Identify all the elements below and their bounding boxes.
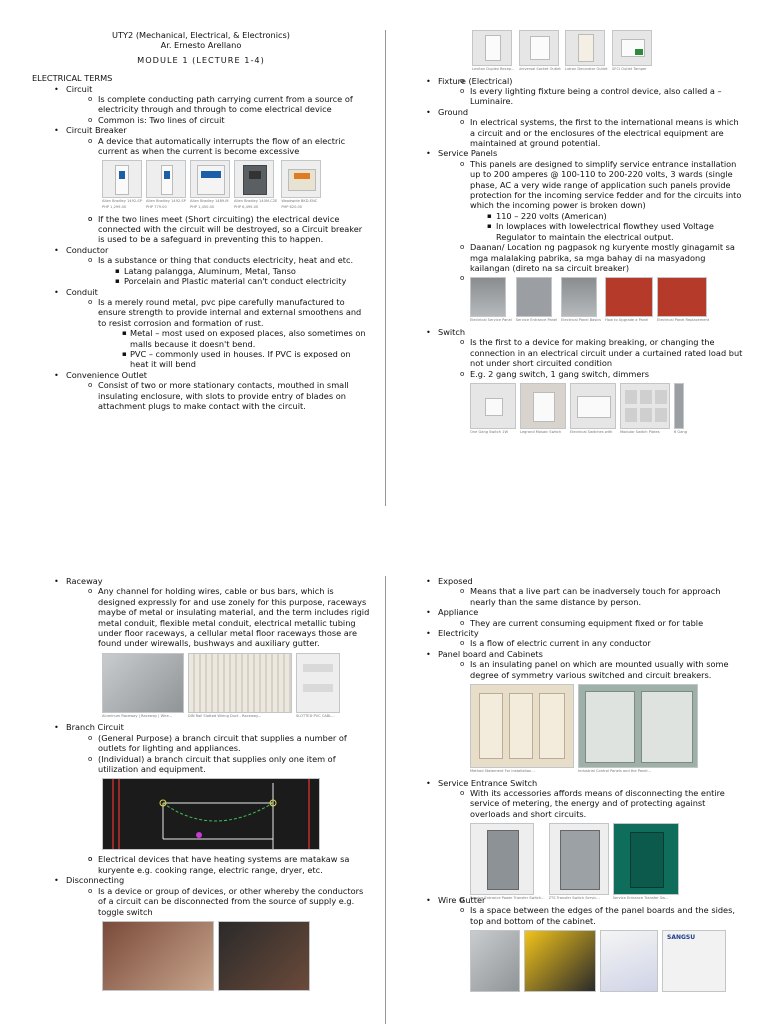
switch-photo [570, 383, 616, 429]
entrance-image-row [470, 823, 744, 901]
entrance-photo [613, 823, 679, 895]
image-thumb: How to Upgrade a Panel [605, 277, 653, 323]
image-thumb: GFCI Outlet Tamper [612, 30, 652, 72]
breaker-photo [234, 160, 274, 198]
definition: o Consist of two or more stationary contacts, mouthed in small insulating enclosure, with slots to provide entry of blades on attachment plugs to make contact with the circuit. [32, 380, 370, 411]
panelboard-photo [578, 684, 698, 768]
definition: o Common is: Two lines of circuit [32, 115, 370, 125]
image-thumb: Leviton Duplex Recep... [472, 30, 515, 72]
section-title: ELECTRICAL TERMS [32, 73, 113, 84]
term-circuit: • Circuit [32, 84, 370, 94]
terms-list [32, 854, 370, 916]
image-thumb: Universal Socket Outlet [519, 30, 561, 72]
outlet-photo [612, 30, 652, 66]
page-top-left [32, 30, 370, 506]
term-fixture: • Fixture (Electrical) [404, 76, 744, 86]
breaker-photo [146, 160, 186, 198]
term-switch: • Switch [404, 327, 744, 337]
gutter-photo [600, 930, 658, 992]
raceway-photo [296, 653, 340, 713]
terms-list [404, 895, 744, 926]
term-panel-board: • Panel board and Cabinets [404, 649, 744, 659]
gutter-image-row [470, 930, 744, 992]
terms-list [32, 576, 370, 649]
image-thumb: ZTS Transfer Switch Servic... [549, 823, 609, 901]
breaker-image-row [102, 160, 370, 209]
image-thumb: Legrand Mosaic Switch [520, 383, 566, 435]
term-exposed: • Exposed [404, 576, 744, 586]
terms-list [404, 76, 744, 274]
image-thumb: Electrical Panel Replacement [657, 277, 709, 323]
breaker-photo [281, 160, 321, 198]
term-wire-gutter: • Wire Gutter [404, 895, 744, 905]
definition: o Is complete conducting path carrying current from a source of electricity through and through to come electrical device [32, 94, 370, 115]
image-thumb: Service Entrance Panel [516, 277, 557, 323]
image-thumb: Modular Switch Plates [620, 383, 670, 435]
image-thumb: DIN Rail Slotted Wiring Duct - Raceway... [188, 653, 292, 719]
image-thumb: Allen Bradley 1492-SP PHP 779.00 [146, 160, 186, 209]
term-disconnecting: • Disconnecting [32, 875, 370, 885]
definition: o This panels are designed to simplify service entrance installation up to 200 amperes @ 100-110 to 200-220 volts, 3 wards (single phase, AC a very wide range of application such panels provide protection for the incoming service fedder and for the circuits into which the incoming power is broken down) [404, 159, 744, 211]
definition: o If the two lines meet (Short circuiting) the electrical device connected with the circuit will be destroyed, so a Circuit breaker is used to be a safeguard in preventing this to happen. [32, 214, 370, 245]
disconnecting-photo [218, 921, 310, 991]
page-top-right [404, 30, 744, 506]
panel-photo [657, 277, 707, 317]
definition: o Electrical devices that have heating systems are matakaw sa kuryente e.g. cooking range, electric range, dryer, etc. [32, 854, 370, 875]
definition: o Is an insulating panel on which are mounted usually with some degree of symmetry various switched and circuit breakers. [404, 659, 744, 680]
switch-photo [470, 383, 516, 429]
branch-circuit-diagram [102, 778, 320, 850]
raceway-photo [188, 653, 292, 713]
terms-list [404, 327, 744, 379]
terms-list [32, 84, 370, 157]
image-thumb: Electrical Switches with [570, 383, 616, 435]
definition: o Is a flow of electric current in any conductor [404, 638, 744, 648]
outlet-photo [472, 30, 512, 66]
term-service-entrance-switch: • Service Entrance Switch [404, 778, 744, 788]
term-circuit-breaker: • Circuit Breaker [32, 125, 370, 135]
term-raceway: • Raceway [32, 576, 370, 586]
outlet-photo [519, 30, 559, 66]
term-conduit: • Conduit [32, 287, 370, 297]
course-title: UTY2 (Mechanical, Electrical, & Electronics) [112, 30, 290, 40]
term-branch-circuit: • Branch Circuit [32, 722, 370, 732]
entrance-photo [470, 823, 534, 895]
definition: o In electrical systems, the first to the international means is which a circuit and or the enclosures of the electrical equipment are maintained at ground potential. [404, 117, 744, 148]
terms-list [404, 576, 744, 680]
branch-image-row [102, 778, 370, 850]
column-divider [385, 30, 386, 506]
sub-point: ▪ Metal – most used on exposed places, also sometimes on malls because it doesn't bend. [32, 328, 370, 349]
image-thumb: Woodwide BKD-ENC PHP 620.00 [281, 160, 321, 209]
switch-photo [674, 383, 684, 429]
definition: o (General Purpose) a branch circuit that supplies a number of outlets for lighting and appliances. [32, 733, 370, 754]
page-bottom-left [32, 576, 370, 1024]
gutter-photo [470, 930, 520, 992]
switch-image-row [470, 383, 744, 435]
definition: o Is the first to a device for making breaking, or changing the connection in an electrical circuit under a curtained rated load but not under short circuited condition [404, 337, 744, 368]
image-thumb: Lutron Decorator Outlet [565, 30, 608, 72]
definition: o (Individual) a branch circuit that supplies only one item of utilization and equipment. [32, 754, 370, 775]
sub-point: ▪ Porcelain and Plastic material can't conduct electricity [32, 276, 370, 286]
image-thumb: Allen Bradley 1492-SP PHP 1,299.00 [102, 160, 142, 209]
term-appliance: • Appliance [404, 607, 744, 617]
document-header [32, 30, 370, 65]
disconnecting-image-row [102, 921, 370, 991]
outlet-image-row [472, 30, 744, 72]
definition: o E.g. 2 gang switch, 1 gang switch, dimmers [404, 369, 744, 379]
definition: o Is a device or group of devices, or other whereby the conductors of a circuit can be disconnected from the source of supply e.g. toggle switch [32, 886, 370, 917]
image-thumb: Electrical Service Panel [470, 277, 512, 323]
definition: o With its accessories affords means of disconnecting the entire service of metering, the energy and of protecting against overloads and short circuits. [404, 788, 744, 819]
terms-list [32, 214, 370, 412]
definition: o They are current consuming equipment fixed or for table [404, 618, 744, 628]
module-title: MODULE 1 (LECTURE 1-4) [137, 54, 265, 65]
switch-photo [620, 383, 670, 429]
entrance-photo [549, 823, 609, 895]
raceway-image-row [102, 653, 370, 719]
image-thumb: Aluminum Raceway | Raceway | Wire... [102, 653, 184, 719]
brand-logo: SANGSU [667, 934, 696, 942]
switch-photo [520, 383, 566, 429]
circuit-drawing [103, 779, 320, 850]
outlet-photo [565, 30, 605, 66]
sub-point: ▪ PVC – commonly used in houses. If PVC is exposed on heat it will bend [32, 349, 370, 370]
panelboard-image-row [470, 684, 744, 774]
author-name: Ar. Ernesto Arellano [160, 40, 242, 51]
image-thumb: Method Statement For Installation... [470, 684, 574, 774]
image-thumb: Electrical Panel Basics [561, 277, 601, 323]
definition: o Means that a live part can be inadversely touch for approach nearly than the same distance by person. [404, 586, 744, 607]
column-divider [385, 576, 386, 1024]
image-thumb: Service Entrance Transfer Sw... [613, 823, 679, 901]
image-thumb: One Gang Switch 1W [470, 383, 516, 435]
gutter-photo [524, 930, 596, 992]
panel-photo [605, 277, 653, 317]
term-ground: • Ground [404, 107, 744, 117]
terms-list [32, 722, 370, 774]
image-thumb: 6 Gang [674, 383, 687, 435]
panelboard-photo [470, 684, 574, 768]
term-conductor: • Conductor [32, 245, 370, 255]
definition: o Is a space between the edges of the panel boards and the sides, top and bottom of the cabinet. [404, 905, 744, 926]
panel-photo [516, 277, 552, 317]
panel-photo [561, 277, 597, 317]
panel-image-row [470, 277, 744, 323]
image-thumb: Allen Bradley 140M-C2E PHP 6,495.00 [234, 160, 277, 209]
definition: o Is a merely round metal, pvc pipe carefully manufactured to ensure strength to provide internal and external smoothens and to resist corrosion and formation of rust. [32, 297, 370, 328]
image-thumb: Industrial Control Panels and the Panel... [578, 684, 698, 774]
definition: o A device that automatically interrupts the flow of an electric current as when the current is become excessive [32, 136, 370, 157]
definition: o Is a substance or thing that conducts electricity, heat and etc. [32, 255, 370, 265]
panel-photo [470, 277, 506, 317]
definition: o Any channel for holding wires, cable or bus bars, which is designed expressly for and use zonely for this purpose, raceways maybe of metal or insulating material, and the term includes rigid metal conduit, flexible metal conduit, electrical metallic tubing under floor raceways, a cellular metal floor raceways those are found under wirewalls, bushways and auxiliary gutter. [32, 586, 370, 648]
term-electricity: • Electricity [404, 628, 744, 638]
sub-point: ▪ 110 – 220 volts (American) [404, 211, 744, 221]
disconnecting-photo [102, 921, 214, 991]
image-thumb: SLOTTED PVC CABL... [296, 653, 340, 719]
gutter-photo [662, 930, 726, 992]
image-thumb: Service Entrance Power Transfer Switch... [470, 823, 545, 901]
terms-list [404, 778, 744, 820]
raceway-photo [102, 653, 184, 713]
term-service-panels: • Service Panels [404, 148, 744, 158]
breaker-photo [190, 160, 230, 198]
definition: o Is every lighting fixture being a control device, also called a – Luminaire. [404, 86, 744, 107]
definition: o Daanan/ Location ng pagpasok ng kuryente mostly ginagamit sa mga malalaking pabrika, sa mga bahay di na masyadong kailangan (direto na sa circuit breaker) [404, 242, 744, 273]
page-bottom-right [404, 576, 744, 1024]
image-thumb: Allen Bradley 1489-M PHP 1,450.00 [190, 160, 230, 209]
breaker-photo [102, 160, 142, 198]
term-convenience-outlet: • Convenience Outlet [32, 370, 370, 380]
sub-point: ▪ Latang palangga, Aluminum, Metal, Tanso [32, 266, 370, 276]
sub-point: ▪ In lowplaces with lowelectrical flowthey used Voltage Regulator to maintain the electrical output. [404, 221, 744, 242]
